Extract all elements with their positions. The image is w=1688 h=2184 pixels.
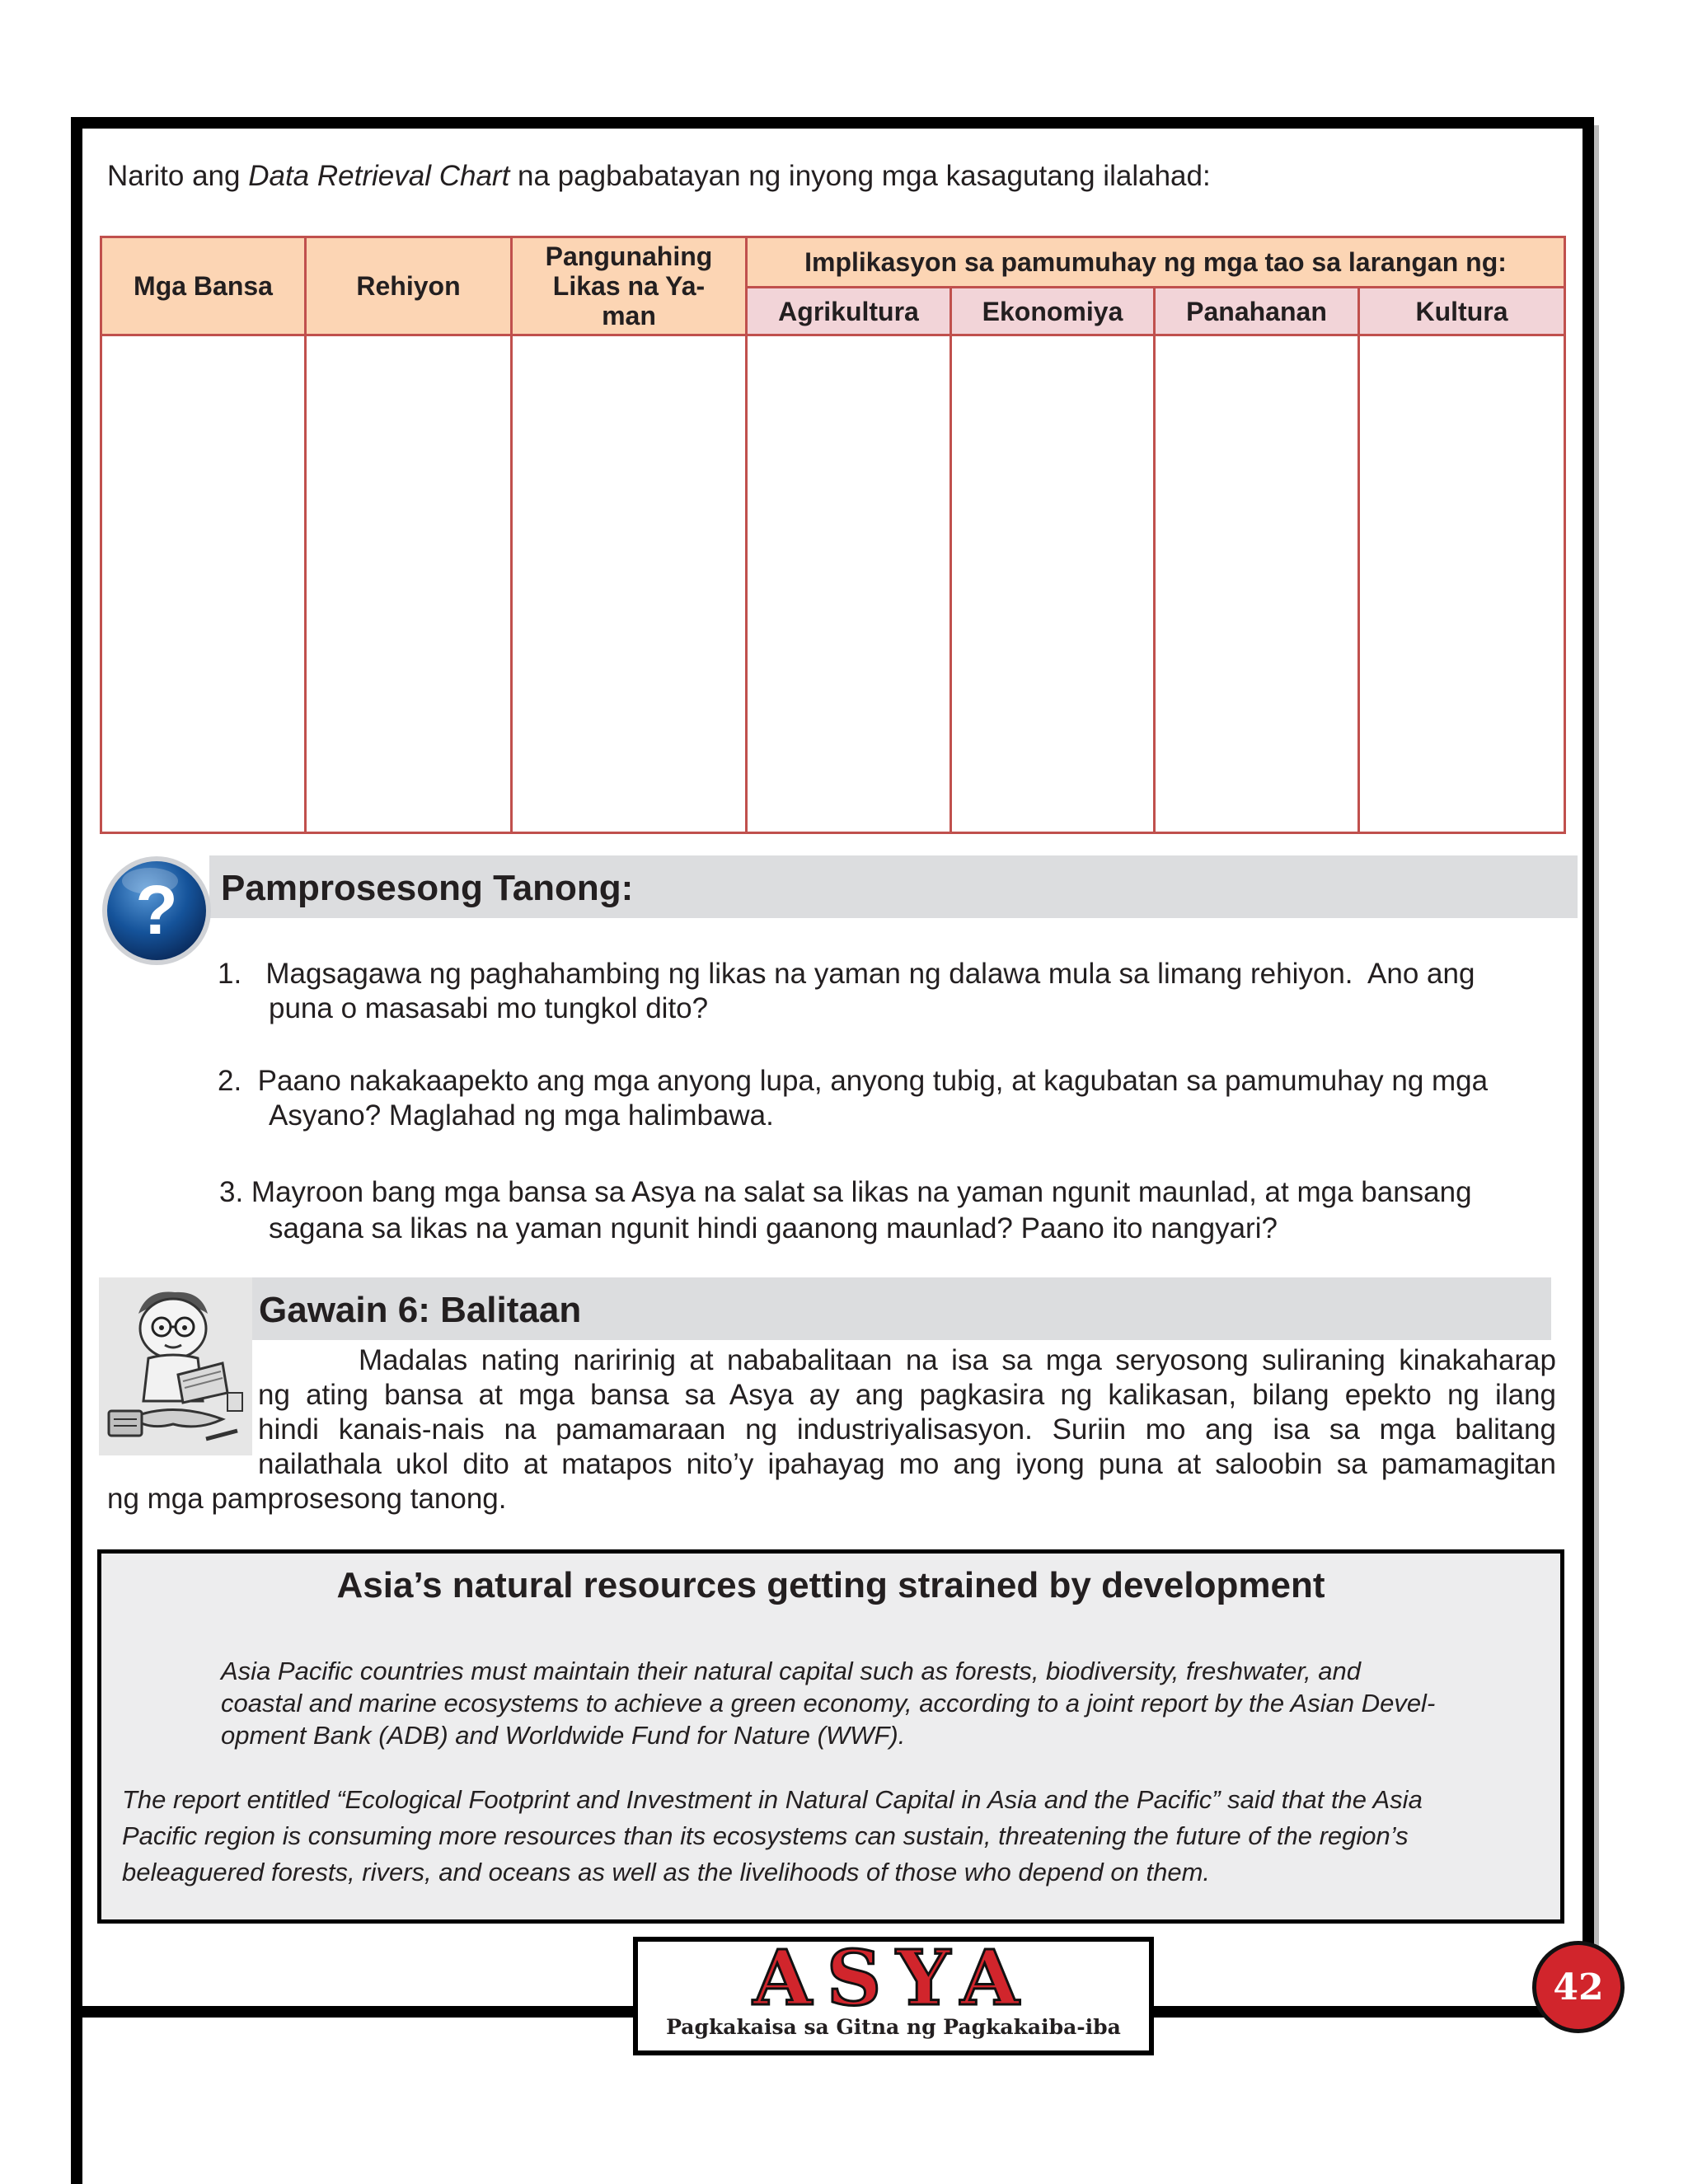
- header-likas-na-yaman: [512, 237, 747, 335]
- news-p2-line2: Pacific region is consuming more resources than its ecosystems can sustain, threatening the future of the region’s: [122, 1821, 1409, 1850]
- page-frame-left: [71, 117, 82, 2184]
- page-frame-shadow: [1594, 125, 1599, 2018]
- question-3-line1: 3. Mayroon bang mga bansa sa Asya na salat sa likas na yaman ngunit maunlad, at mga bansang: [219, 1176, 1472, 1208]
- question-1-line2: puna o masasabi mo tungkol dito?: [269, 992, 709, 1024]
- intro-emphasis: Data Retrieval Chart: [248, 160, 510, 192]
- question-3: [218, 1175, 1556, 1246]
- cell-agrikultura[interactable]: [747, 335, 951, 833]
- page-frame-right: [1582, 117, 1594, 2018]
- asya-logo-subtitle: Pagkakaisa sa Gitna ng Pagkakaiba-iba: [666, 2015, 1121, 2039]
- question-2: [218, 1064, 1556, 1133]
- question-mark-glyph: ?: [135, 871, 178, 949]
- table-row: [101, 335, 1565, 833]
- gawain-line3: hindi kanais-nais na pamamaraan ng industriyalisasyon. Suriin mo ang isa sa mga balitang: [258, 1413, 1556, 1446]
- question-3-line2: sagana sa likas na yaman ngunit hindi gaanong maunlad? Paano ito nangyari?: [269, 1212, 1278, 1244]
- cell-panahanan[interactable]: [1155, 335, 1359, 833]
- question-2-line2: Asyano? Maglahad ng mga halimbawa.: [269, 1099, 774, 1132]
- header-likas-line3: man: [602, 301, 656, 330]
- header-likas-line1: Pangunahing: [545, 241, 713, 271]
- cell-kultura[interactable]: [1359, 335, 1565, 833]
- asya-logo-text: ASYA: [753, 1942, 1034, 2013]
- intro-text: [107, 158, 1211, 194]
- asya-logo-wordmark: [638, 1942, 1149, 2013]
- cell-rehiyon[interactable]: [306, 335, 512, 833]
- news-p1-line2: coastal and marine ecosystems to achieve a green economy, according to a joint report by the Asian Devel-: [221, 1689, 1436, 1718]
- pamprosesong-title: Pamprosesong Tanong:: [221, 868, 634, 908]
- news-p2-line1: The report entitled “Ecological Footprint and Investment in Natural Capital in Asia and the Pacific” said that the Asia: [122, 1785, 1423, 1814]
- header-implikasyon: Implikasyon sa pamumuhay ng mga tao sa larangan ng:: [747, 237, 1565, 288]
- news-p2-line3: beleaguered forests, rivers, and oceans as well as the livelihoods of those who depend on them.: [122, 1858, 1211, 1886]
- news-title: Asia’s natural resources getting strained by development: [336, 1565, 1325, 1605]
- news-paragraph-2: [122, 1782, 1540, 1891]
- question-mark-icon: [99, 853, 214, 968]
- page-frame-top: [71, 117, 1594, 129]
- news-p1-line3: opment Bank (ADB) and Worldwide Fund for Nature (WWF).: [221, 1721, 906, 1750]
- header-ekonomiya: Ekonomiya: [951, 288, 1155, 335]
- cell-ekonomiya[interactable]: [951, 335, 1155, 833]
- page-number: 42: [1553, 1966, 1604, 2008]
- intro-after: na pagbabatayan ng inyong mga kasagutang ilalahad:: [509, 160, 1211, 192]
- question-1: [218, 957, 1556, 1026]
- page-number-badge: [1530, 1938, 1627, 2036]
- news-paragraph-1: [221, 1655, 1540, 1751]
- data-retrieval-chart: [100, 236, 1564, 834]
- gawain-title: Gawain 6: Balitaan: [259, 1290, 582, 1330]
- header-kultura: Kultura: [1359, 288, 1565, 335]
- intro-before: Narito ang: [107, 160, 249, 192]
- gawain-line5: ng mga pamprosesong tanong.: [107, 1483, 507, 1515]
- header-rehiyon: Rehiyon: [306, 237, 512, 335]
- gawain-line1: Madalas nating naririnig at nababalitaan na isa sa mga seryosong suliraning kinakaharap: [359, 1344, 1556, 1376]
- header-mga-bansa: Mga Bansa: [101, 237, 306, 335]
- gawain-line4: nailathala ukol dito at matapos nito’y ipahayag mo ang iyong puna at saloobin sa pamamagitan: [258, 1448, 1556, 1480]
- header-panahanan: Panahanan: [1155, 288, 1359, 335]
- cell-likas-na-yaman[interactable]: [512, 335, 747, 833]
- question-2-line1: 2. Paano nakakaapekto ang mga anyong lupa, anyong tubig, at kagubatan sa pamumuhay ng mga: [218, 1065, 1489, 1097]
- news-p1-line1: Asia Pacific countries must maintain their natural capital such as forests, biodiversity, freshwater, and: [221, 1657, 1361, 1685]
- header-agrikultura: Agrikultura: [747, 288, 951, 335]
- cell-mga-bansa[interactable]: [101, 335, 306, 833]
- question-1-line1: 1. Magsagawa ng paghahambing ng likas na yaman ng dalawa mula sa limang rehiyon. Ano ang: [218, 958, 1475, 990]
- gawain-line2: ng ating bansa at mga bansa sa Asya ay ang pagkasira ng kalikasan, bilang epekto ng ilang: [258, 1379, 1556, 1411]
- header-likas-line2: Likas na Ya-: [552, 271, 706, 301]
- gawain-paragraph: [107, 1343, 1556, 1516]
